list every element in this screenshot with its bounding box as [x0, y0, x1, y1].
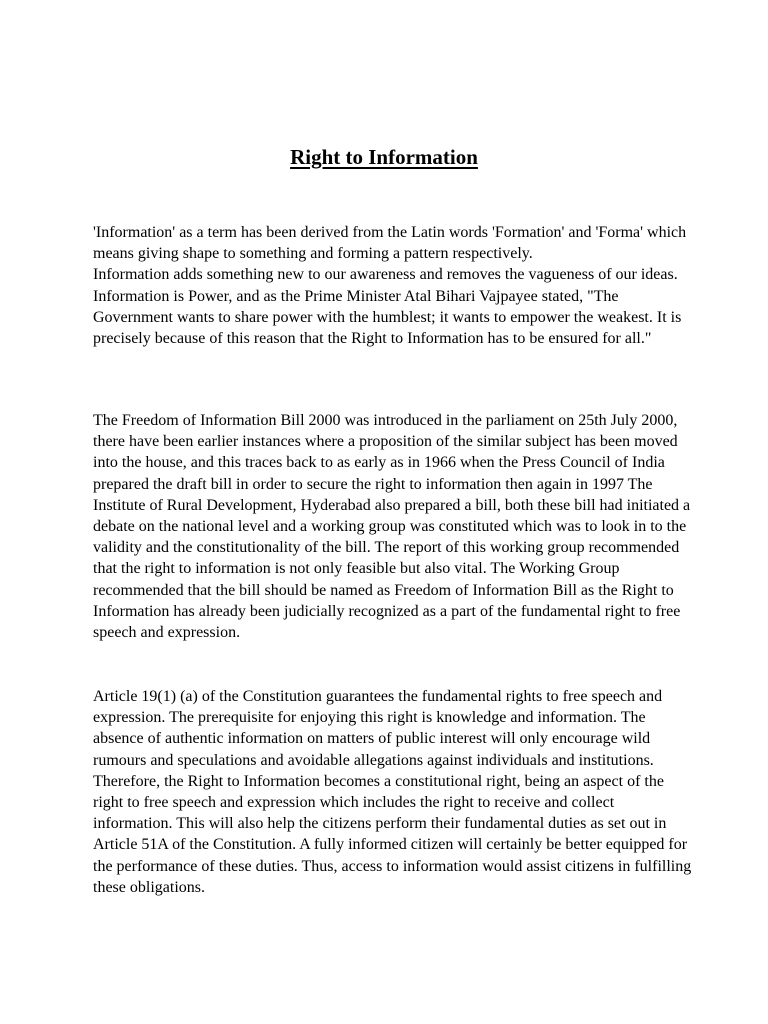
paragraph-etymology: 'Information' as a term has been derived from the Latin words 'Formation' and 'Forma' which means giving shape to something and forming a pattern respectively. — [93, 224, 687, 263]
history-block — [93, 410, 693, 643]
paragraph-information-is-power: Information adds something new to our awareness and removes the vagueness of our ideas. Information is Power, and as the Prime Minister Atal Bihari Vajpayee stated, "The Government wants to share power with the humblest; it wants to empower the weakest. It is precisely because of this reason that the Right to Information has to be ensured for all." — [93, 266, 682, 348]
constitution-block — [93, 686, 693, 898]
document-title — [0, 143, 768, 171]
intro-block — [93, 222, 693, 349]
paragraph-freedom-of-information-bill: The Freedom of Information Bill 2000 was introduced in the parliament on 25th July 2000, there have been earlier instances where a proposition of the similar subject has been moved into the house, and this traces back to as early as in 1966 when the Press Council of India prepared the draft bill in order to secure the right to information then again in 1997 The Institute of Rural Development, Hyderabad also prepared a bill, both these bill had initiated a debate on the national level and a working group was constituted which was to look in to the validity and the constitutionality of the bill. The report of this working group recommended that the right to information is not only feasible but also vital. The Working Group recommended that the bill should be named as Freedom of Information Bill as the Right to Information has already been judicially recognized as a part of the fundamental right to free speech and expression. — [93, 412, 691, 642]
paragraph-article-19: Article 19(1) (a) of the Constitution guarantees the fundamental rights to free speech and expression. The prerequisite for enjoying this right is knowledge and information. The absence of authentic information on matters of public interest will only encourage wild rumours and speculations and avoidable allegations against individuals and institutions. Therefore, the Right to Information becomes a constitutional right, being an aspect of the right to free speech and expression which includes the right to receive and collect information. This will also help the citizens perform their fundamental duties as set out in Article 51A of the Constitution. A fully informed citizen will certainly be better equipped for the performance of these duties. Thus, access to information would assist citizens in fulfilling these obligations. — [93, 688, 692, 896]
document-title-text: Right to Information — [290, 145, 478, 169]
